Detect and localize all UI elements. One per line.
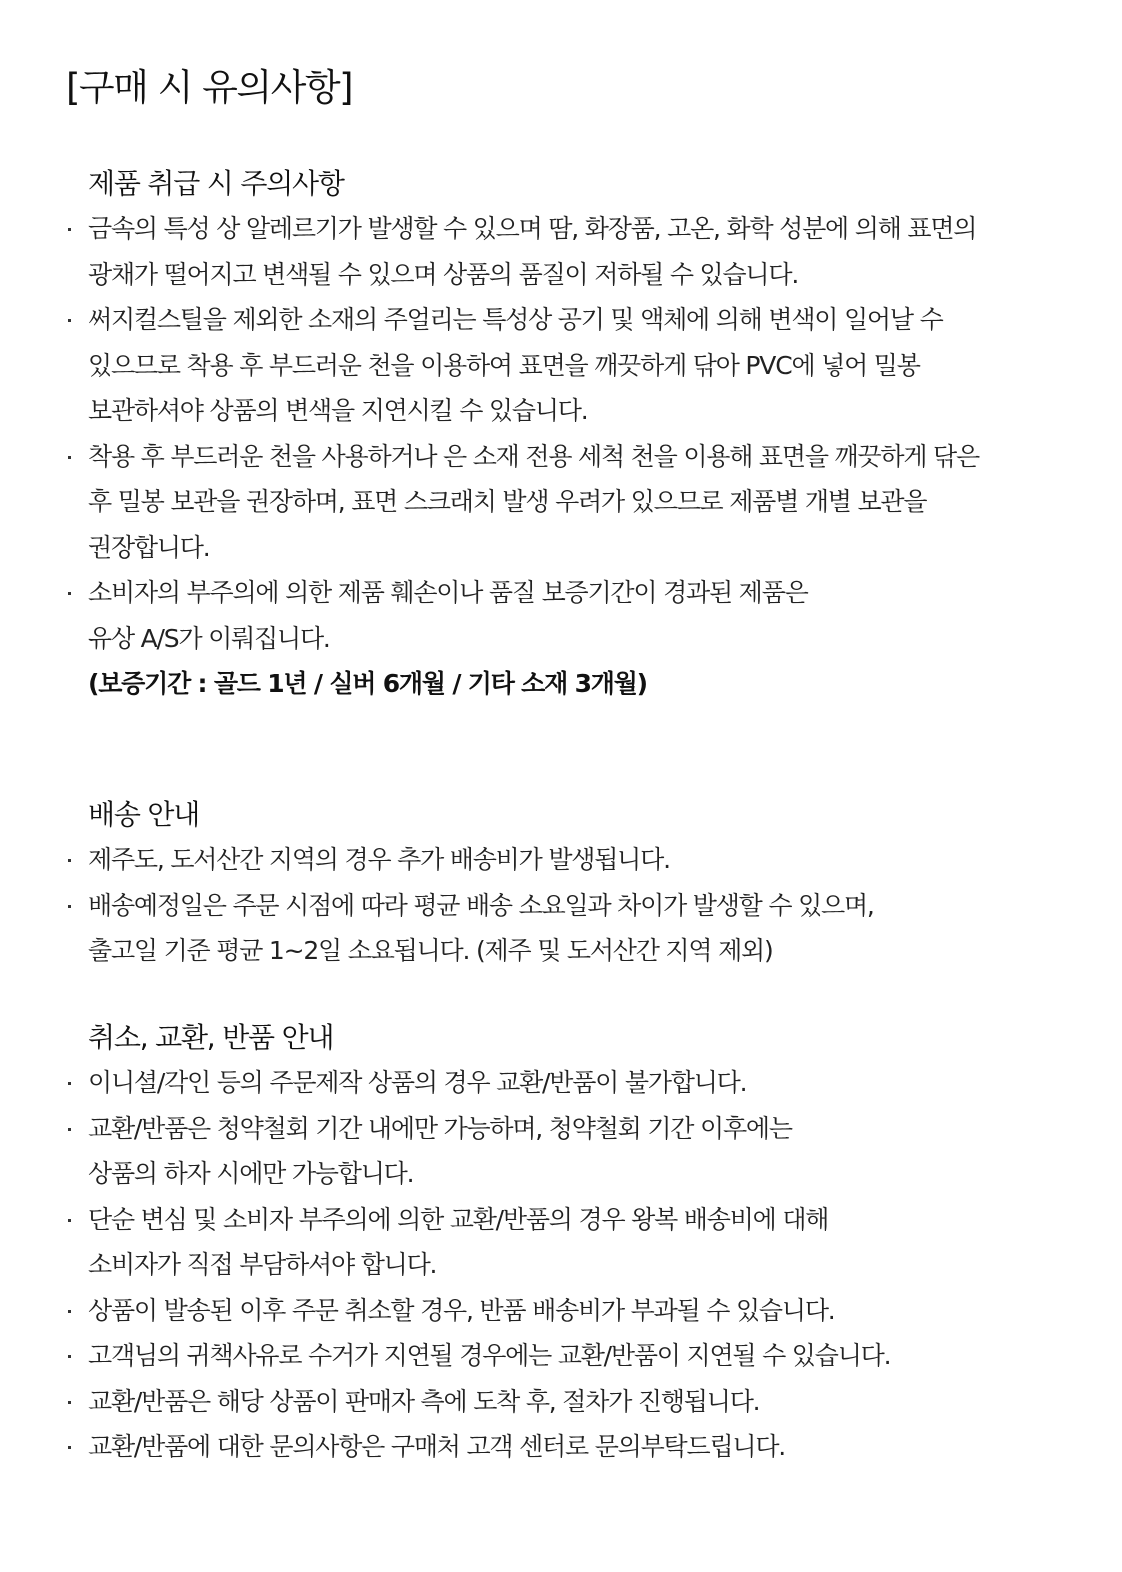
list-item-text: 권장합니다.	[88, 532, 210, 562]
bullet-icon	[68, 1106, 74, 1152]
cancel-exchange-return-section	[66, 1016, 1066, 1470]
list-item	[66, 1197, 1066, 1288]
product-care-section	[66, 162, 1066, 706]
list-item-text: 소비자가 직접 부담하셔야 합니다.	[88, 1250, 437, 1279]
list-item-text: 이니셜/각인 등의 주문제작 상품의 경우 교환/반품이 불가합니다.	[88, 1068, 747, 1097]
bullet-icon	[68, 883, 74, 929]
list-item-text: 착용 후 부드러운 천을 사용하거나 은 소재 전용 세척 천을 이용해 표면을 깨끗하게 닦은	[88, 441, 979, 471]
list-item	[66, 837, 1066, 883]
delivery-section	[66, 793, 1066, 974]
list-item-text: 유상 A/S가 이뤄집니다.	[88, 623, 330, 653]
cancel-exchange-return-title: 취소, 교환, 반품 안내	[88, 1021, 334, 1054]
list-item-text: 단순 변심 및 소비자 부주의에 의한 교환/반품의 경우 왕복 배송비에 대해	[88, 1204, 829, 1234]
list-item	[66, 297, 1066, 434]
list-item-text: 상품의 하자 시에만 가능합니다.	[88, 1159, 414, 1188]
list-item	[66, 1060, 1066, 1106]
page-title: [구매 시 유의사항]	[66, 66, 353, 109]
list-item-text: 상품이 발송된 이후 주문 취소할 경우, 반품 배송비가 부과될 수 있습니다.	[88, 1295, 835, 1325]
list-item-text: 출고일 기준 평균 1~2일 소요됩니다. (제주 및 도서산간 지역 제외)	[88, 936, 773, 965]
bullet-icon	[68, 1333, 74, 1379]
list-item	[66, 1333, 1066, 1379]
list-item-text: 후 밀봉 보관을 권장하며, 표면 스크래치 발생 우려가 있으므로 제품별 개별 보관을	[88, 487, 927, 516]
bullet-icon	[68, 434, 74, 480]
bullet-icon	[68, 297, 74, 343]
list-item	[66, 1424, 1066, 1470]
list-item-text: 금속의 특성 상 알레르기가 발생할 수 있으며 땀, 화장품, 고온, 화학 성분에 의해 표면의	[88, 214, 977, 243]
list-item	[66, 570, 1066, 661]
list-item-text: 고객님의 귀책사유로 수거가 지연될 경우에는 교환/반품이 지연될 수 있습니다.	[88, 1341, 891, 1370]
delivery-title: 배송 안내	[88, 798, 200, 831]
list-item	[66, 1106, 1066, 1197]
list-item	[66, 1379, 1066, 1425]
list-item-text: 보관하셔야 상품의 변색을 지연시킬 수 있습니다.	[88, 396, 588, 425]
list-item-text: 광채가 떨어지고 변색될 수 있으며 상품의 품질이 저하될 수 있습니다.	[88, 259, 799, 289]
bullet-icon	[68, 1060, 74, 1106]
list-item-text: 소비자의 부주의에 의한 제품 훼손이나 품질 보증기간이 경과된 제품은	[88, 578, 808, 607]
warranty-note: (보증기간 : 골드 1년 / 실버 6개월 / 기타 소재 3개월)	[88, 669, 647, 698]
list-item-text: 교환/반품은 해당 상품이 판매자 측에 도착 후, 절차가 진행됩니다.	[88, 1386, 760, 1416]
bullet-icon	[68, 1197, 74, 1243]
list-item	[66, 883, 1066, 974]
bullet-icon	[68, 1379, 74, 1425]
bullet-icon	[68, 837, 74, 883]
list-item-text: 교환/반품에 대한 문의사항은 구매처 고객 센터로 문의부탁드립니다.	[88, 1432, 786, 1461]
delivery-list	[66, 837, 1066, 974]
list-item-text: 있으므로 착용 후 부드러운 천을 이용하여 표면을 깨끗하게 닦아 PVC에 넣어 밀봉	[88, 350, 920, 380]
cancel-exchange-return-list	[66, 1060, 1066, 1470]
list-item-text: 배송예정일은 주문 시점에 따라 평균 배송 소요일과 차이가 발생할 수 있으며,	[88, 890, 874, 920]
product-care-title: 제품 취급 시 주의사항	[88, 167, 344, 200]
list-item	[66, 1288, 1066, 1334]
list-item	[66, 206, 1066, 297]
list-item-text: 교환/반품은 청약철회 기간 내에만 가능하며, 청약철회 기간 이후에는	[88, 1113, 792, 1143]
bullet-icon	[68, 1288, 74, 1334]
bullet-icon	[68, 206, 74, 252]
product-care-list	[66, 206, 1066, 661]
bullet-icon	[68, 1424, 74, 1470]
list-item-text: 제주도, 도서산간 지역의 경우 추가 배송비가 발생됩니다.	[88, 845, 670, 874]
bullet-icon	[68, 570, 74, 616]
list-item	[66, 434, 1066, 571]
list-item-text: 써지컬스틸을 제외한 소재의 주얼리는 특성상 공기 및 액체에 의해 변색이 일어날 수	[88, 305, 943, 334]
